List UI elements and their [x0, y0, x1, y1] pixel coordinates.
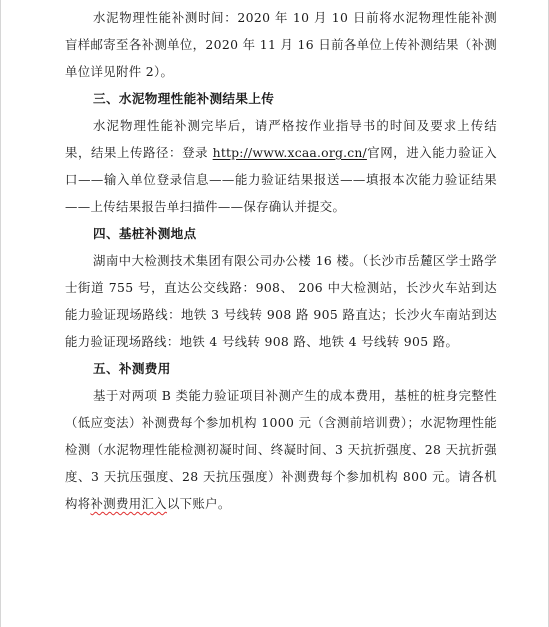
pile-location-paragraph: 湖南中大检测技术集团有限公司办公楼 16 楼。（长沙市岳麓区学士路学士街道 755 号，直达公交线路：908、 206 中大检测站，长沙火车站到达能力验证现场路线：地铁 3 号线转 908 路 905 路直达；长沙火车南站到达能力验证现场路线：地铁 4 号线转 908 路、地铁 4 号线转 905 路。 [65, 253, 497, 349]
upload-text-before-link: 水泥物理性能补测完毕后，请严格按作业指导书的时间及要求上传结果，结果上传路径：登录 [65, 118, 497, 160]
cement-upload-paragraph [65, 112, 497, 220]
xcaa-website-link[interactable]: http://www.xcaa.org.cn/ [212, 145, 367, 160]
section-heading-cement-upload: 三、水泥物理性能补测结果上传 [93, 91, 275, 106]
section-heading-pile-location: 四、基桩补测地点 [93, 226, 197, 241]
spellcheck-flagged-text: 补测费用汇入 [90, 496, 167, 511]
fees-paragraph [65, 382, 497, 517]
document-body [65, 4, 497, 517]
section-heading-fees: 五、补测费用 [93, 361, 171, 376]
cement-retest-time-paragraph: 水泥物理性能补测时间：2020 年 10 月 10 日前将水泥物理性能补测盲样邮寄至各补测单位，2020 年 11 月 16 日前各单位上传补测结果（补测单位详见附件 2）。 [65, 10, 497, 79]
fees-text-main: 基于对两项 B 类能力验证项目补测产生的成本费用，基桩的桩身完整性（低应变法）补测费每个参加机构 1000 元（含测前培训费）；水泥物理性能检测（水泥物理性能检测初凝时间、终凝时间、3 天抗折强度、28 天抗折强度、3 天抗压强度、28 天抗压强度）补测费每个参加机构 800 元。请各机构将 [65, 388, 497, 511]
fees-text-end: 以下账户。 [166, 496, 231, 511]
upload-text-after-link: 官网，进入能力验证入口——输入单位登录信息——能力验证结果报送——填报本次能力验证结果——上传结果报告单扫描件——保存确认并提交。 [65, 145, 497, 214]
